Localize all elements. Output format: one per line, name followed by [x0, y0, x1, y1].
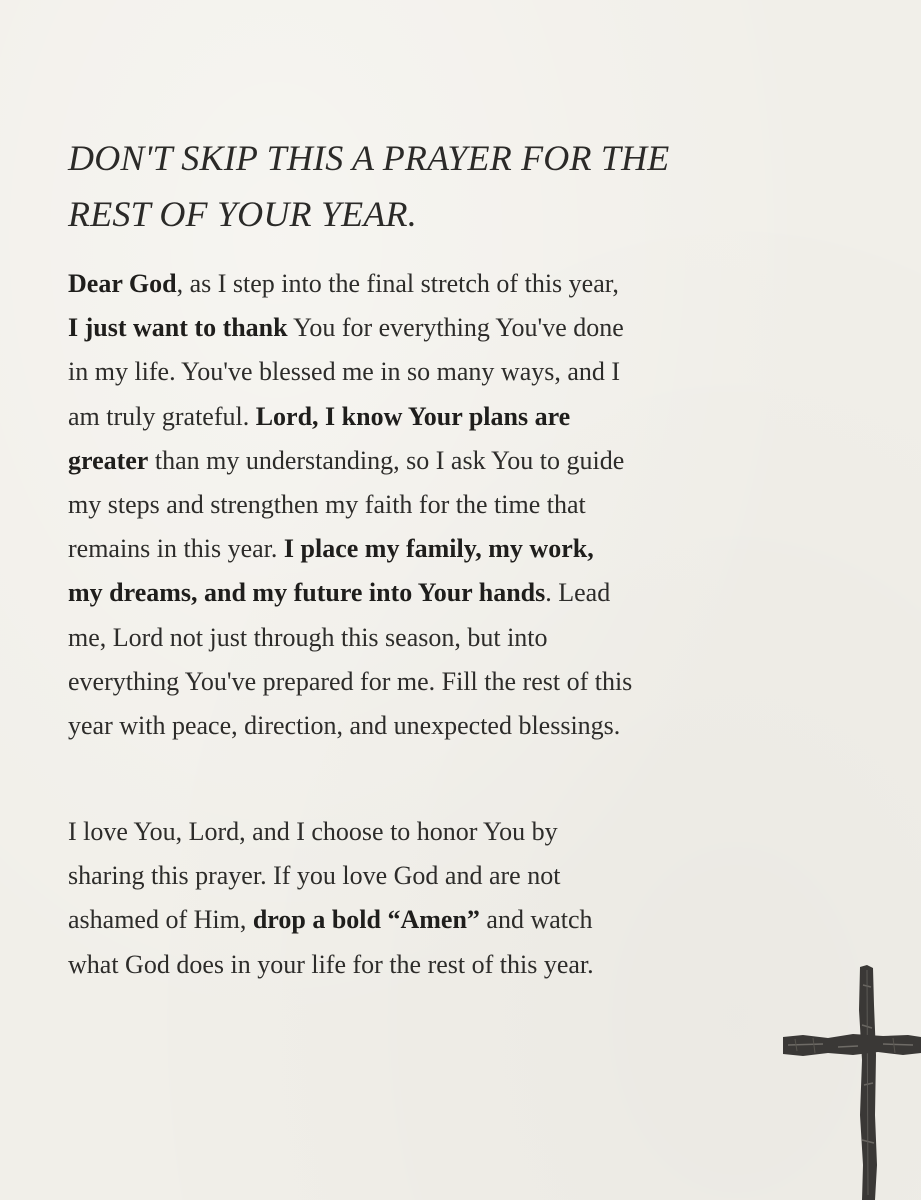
page-title — [68, 130, 828, 242]
text-line — [68, 439, 632, 483]
text-line — [68, 704, 632, 748]
regular-text: ashamed of Him, — [68, 905, 253, 935]
regular-text: what God does in your life for the rest of this year. — [68, 949, 594, 979]
text-line — [68, 262, 632, 306]
prayer-paragraph-2 — [68, 810, 594, 987]
text-line — [68, 350, 632, 394]
regular-text: sharing this prayer. If you love God and are not — [68, 861, 561, 891]
title-line-1: DON'T SKIP THIS A PRAYER FOR THE — [68, 138, 670, 178]
regular-text: I love You, Lord, and I choose to honor You by — [68, 817, 558, 846]
text-line — [68, 898, 594, 942]
text-line — [68, 616, 632, 660]
bold-text: Dear God — [68, 269, 177, 298]
regular-text: my steps and strengthen my faith for the time that — [68, 490, 586, 520]
title-line-2: REST OF YOUR YEAR. — [68, 194, 417, 234]
text-line — [68, 527, 632, 571]
text-line — [68, 943, 594, 987]
regular-text: in my life. You've blessed me in so many ways, and I — [68, 357, 621, 387]
bold-text: I place my family, my work, — [283, 534, 594, 564]
regular-text: me, Lord not just through this season, but into — [68, 622, 548, 652]
text-line — [68, 660, 632, 704]
bold-text: greater — [68, 445, 149, 475]
regular-text: . Lead — [545, 578, 611, 608]
text-line — [68, 854, 594, 898]
bold-text: Lord, I know Your plans are — [255, 401, 571, 431]
text-line — [68, 571, 632, 615]
bold-text: drop a bold “Amen” — [252, 905, 480, 935]
text-line — [68, 395, 632, 439]
bold-text: my dreams, and my future into Your hands — [68, 578, 546, 608]
prayer-paragraph-1 — [68, 262, 632, 748]
bold-text: I just want to thank — [68, 313, 288, 343]
regular-text: and watch — [479, 905, 593, 935]
regular-text: remains in this year. — [68, 534, 284, 564]
wooden-cross-icon — [783, 965, 921, 1200]
regular-text: , as I step into the final stretch of this year, — [176, 269, 619, 298]
regular-text: everything You've prepared for me. Fill the rest of this — [68, 666, 633, 696]
regular-text: than my understanding, so I ask You to guide — [148, 445, 625, 475]
regular-text: year with peace, direction, and unexpected blessings. — [68, 711, 621, 741]
text-line — [68, 306, 632, 350]
text-line — [68, 483, 632, 527]
text-line — [68, 810, 594, 854]
regular-text: am truly grateful. — [68, 401, 256, 431]
regular-text: You for everything You've done — [287, 313, 624, 343]
